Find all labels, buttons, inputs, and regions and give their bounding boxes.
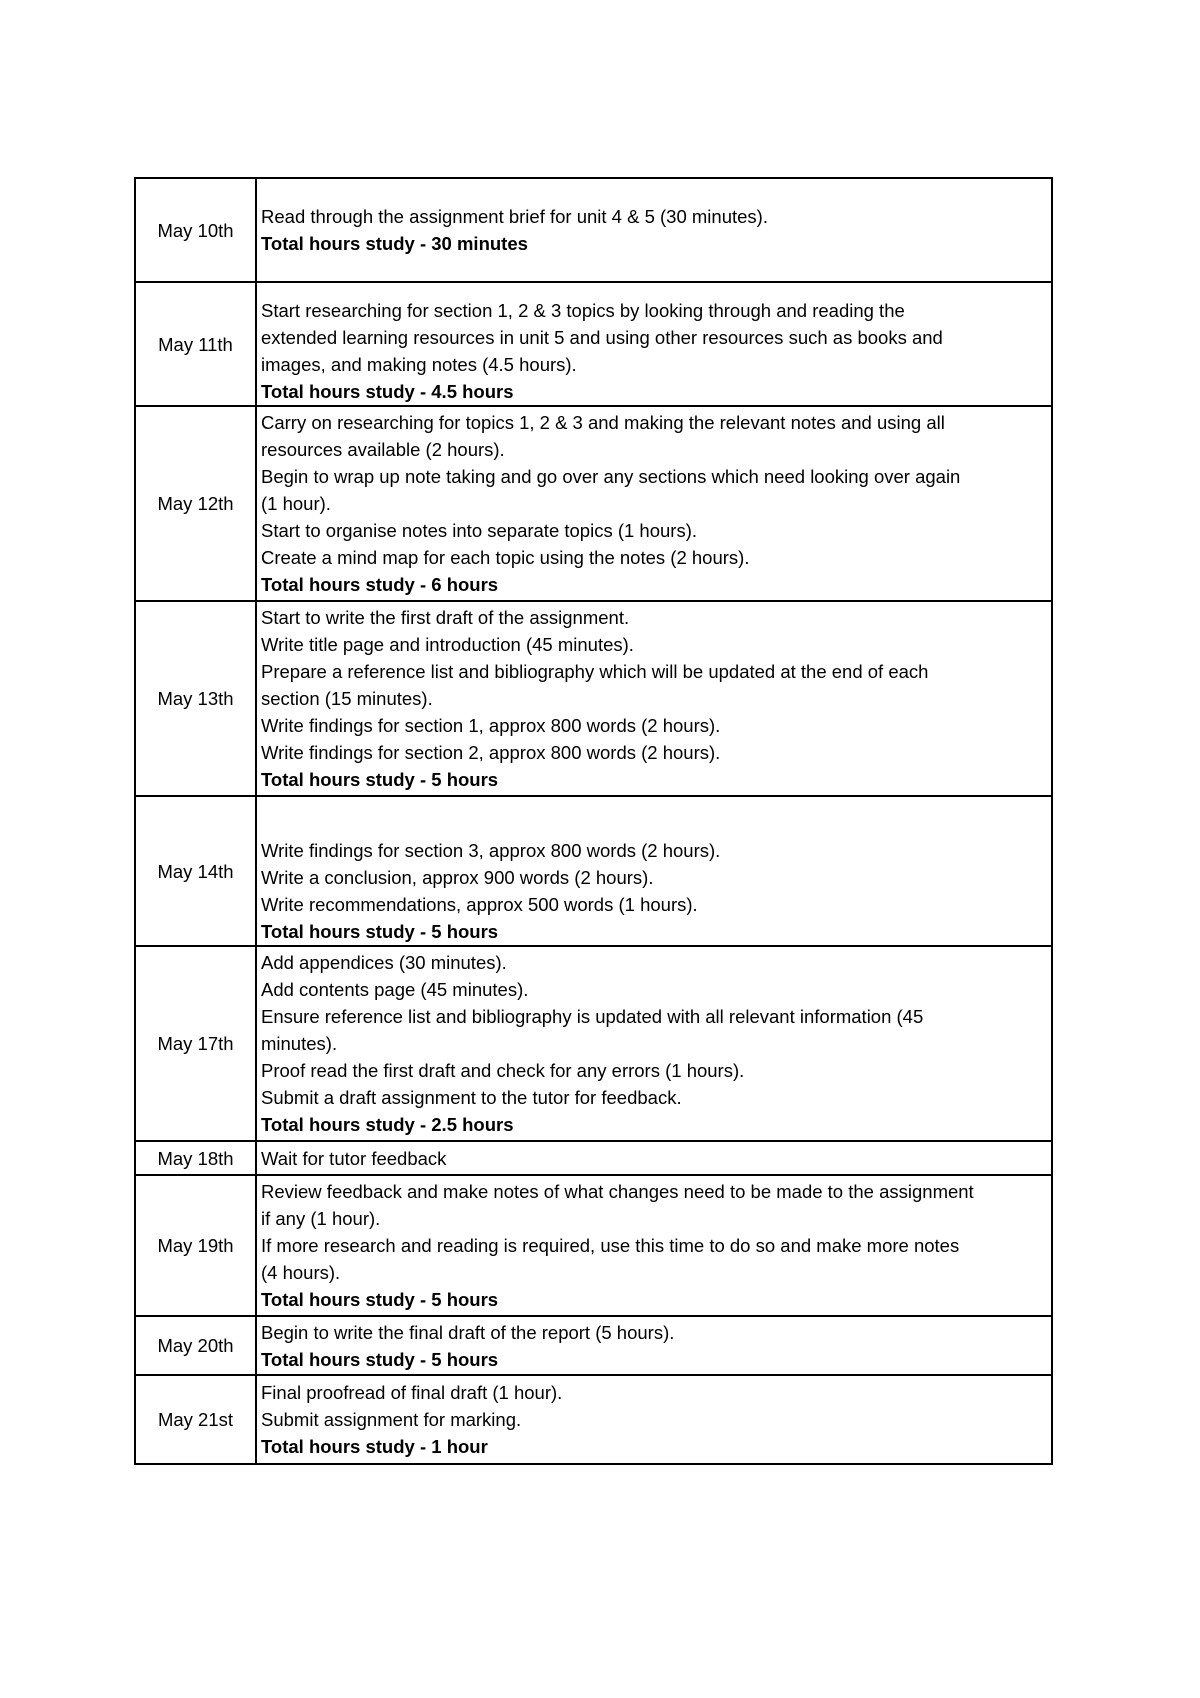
date-cell: May 13th (135, 601, 256, 796)
total-hours: Total hours study - 4.5 hours (261, 381, 514, 402)
total-hours: Total hours study - 5 hours (261, 1348, 499, 1370)
task-line: Create a mind map for each topic using the notes (2 hours). (261, 547, 750, 568)
description-cell (256, 282, 1052, 406)
task-line: Proof read the first draft and check for any errors (1 hours). (261, 1060, 745, 1081)
date-cell: May 12th (135, 406, 256, 601)
table-row (135, 1141, 1052, 1175)
table-row (135, 1375, 1052, 1464)
task-line: Final proofread of final draft (1 hour). (261, 1382, 563, 1403)
task-line: Carry on researching for topics 1, 2 & 3 and making the relevant notes and using all (261, 412, 945, 433)
task-line: Ensure reference list and bibliography is updated with all relevant information (45 (261, 1006, 924, 1027)
task-line: Write findings for section 3, approx 800 words (2 hours). (261, 840, 721, 861)
task-line: resources available (2 hours). (261, 439, 505, 460)
task-line: Write findings for section 2, approx 800 words (2 hours). (261, 742, 721, 763)
task-line: Write a conclusion, approx 900 words (2 hours). (261, 867, 654, 888)
total-hours: Total hours study - 2.5 hours (261, 1114, 514, 1135)
description-cell (256, 1375, 1052, 1464)
task-line: Submit assignment for marking. (261, 1409, 522, 1430)
task-line: Submit a draft assignment to the tutor for feedback. (261, 1087, 682, 1108)
description-cell (256, 601, 1052, 796)
total-hours: Total hours study - 1 hour (261, 1436, 488, 1457)
total-hours: Total hours study - 6 hours (261, 574, 499, 595)
task-line: (1 hour). (261, 493, 331, 514)
table-row (135, 796, 1052, 946)
date-cell: May 20th (135, 1316, 256, 1375)
total-hours: Total hours study - 5 hours (261, 769, 499, 790)
date-cell: May 14th (135, 796, 256, 946)
task-line: minutes). (261, 1033, 338, 1054)
table-row (135, 946, 1052, 1141)
task-line: Begin to wrap up note taking and go over any sections which need looking over again (261, 466, 961, 487)
description-cell (256, 1175, 1052, 1316)
task-line: Add appendices (30 minutes). (261, 952, 507, 973)
task-line: section (15 minutes). (261, 688, 433, 709)
description-cell (256, 946, 1052, 1141)
task-line: Start to write the first draft of the assignment. (261, 607, 630, 628)
table-row (135, 1175, 1052, 1316)
table-row (135, 601, 1052, 796)
table-row (135, 282, 1052, 406)
task-line: Start to organise notes into separate topics (1 hours). (261, 520, 698, 541)
task-line: Review feedback and make notes of what changes need to be made to the assignment (261, 1181, 974, 1202)
task-line: Prepare a reference list and bibliography which will be updated at the end of each (261, 661, 929, 682)
task-line: Add contents page (45 minutes). (261, 979, 529, 1000)
total-hours: Total hours study - 5 hours (261, 921, 499, 942)
date-cell: May 18th (135, 1141, 256, 1175)
date-cell: May 10th (135, 178, 256, 282)
description-cell (256, 1316, 1052, 1375)
task-line: Begin to write the final draft of the report (5 hours). (261, 1321, 675, 1343)
study-schedule-table (134, 177, 1053, 1465)
task-line: Start researching for section 1, 2 & 3 topics by looking through and reading the (261, 300, 905, 321)
task-line: if any (1 hour). (261, 1208, 381, 1229)
date-cell: May 17th (135, 946, 256, 1141)
total-hours: Total hours study - 30 minutes (261, 233, 528, 254)
task-line: Read through the assignment brief for unit 4 & 5 (30 minutes). (261, 206, 768, 227)
task-line: Write findings for section 1, approx 800 words (2 hours). (261, 715, 721, 736)
task-line: Write recommendations, approx 500 words (1 hours). (261, 894, 698, 915)
table-row (135, 406, 1052, 601)
description-cell (256, 1141, 1052, 1175)
task-line: images, and making notes (4.5 hours). (261, 354, 577, 375)
task-line: If more research and reading is required, use this time to do so and make more notes (261, 1235, 960, 1256)
date-cell: May 21st (135, 1375, 256, 1464)
task-line: (4 hours). (261, 1262, 341, 1283)
task-line: extended learning resources in unit 5 and using other resources such as books and (261, 327, 943, 348)
task-line: Wait for tutor feedback (261, 1147, 447, 1169)
description-cell (256, 178, 1052, 282)
task-line: Write title page and introduction (45 minutes). (261, 634, 634, 655)
table-row (135, 178, 1052, 282)
date-cell: May 11th (135, 282, 256, 406)
table-row (135, 1316, 1052, 1375)
description-cell (256, 796, 1052, 946)
total-hours: Total hours study - 5 hours (261, 1289, 499, 1310)
date-cell: May 19th (135, 1175, 256, 1316)
description-cell (256, 406, 1052, 601)
